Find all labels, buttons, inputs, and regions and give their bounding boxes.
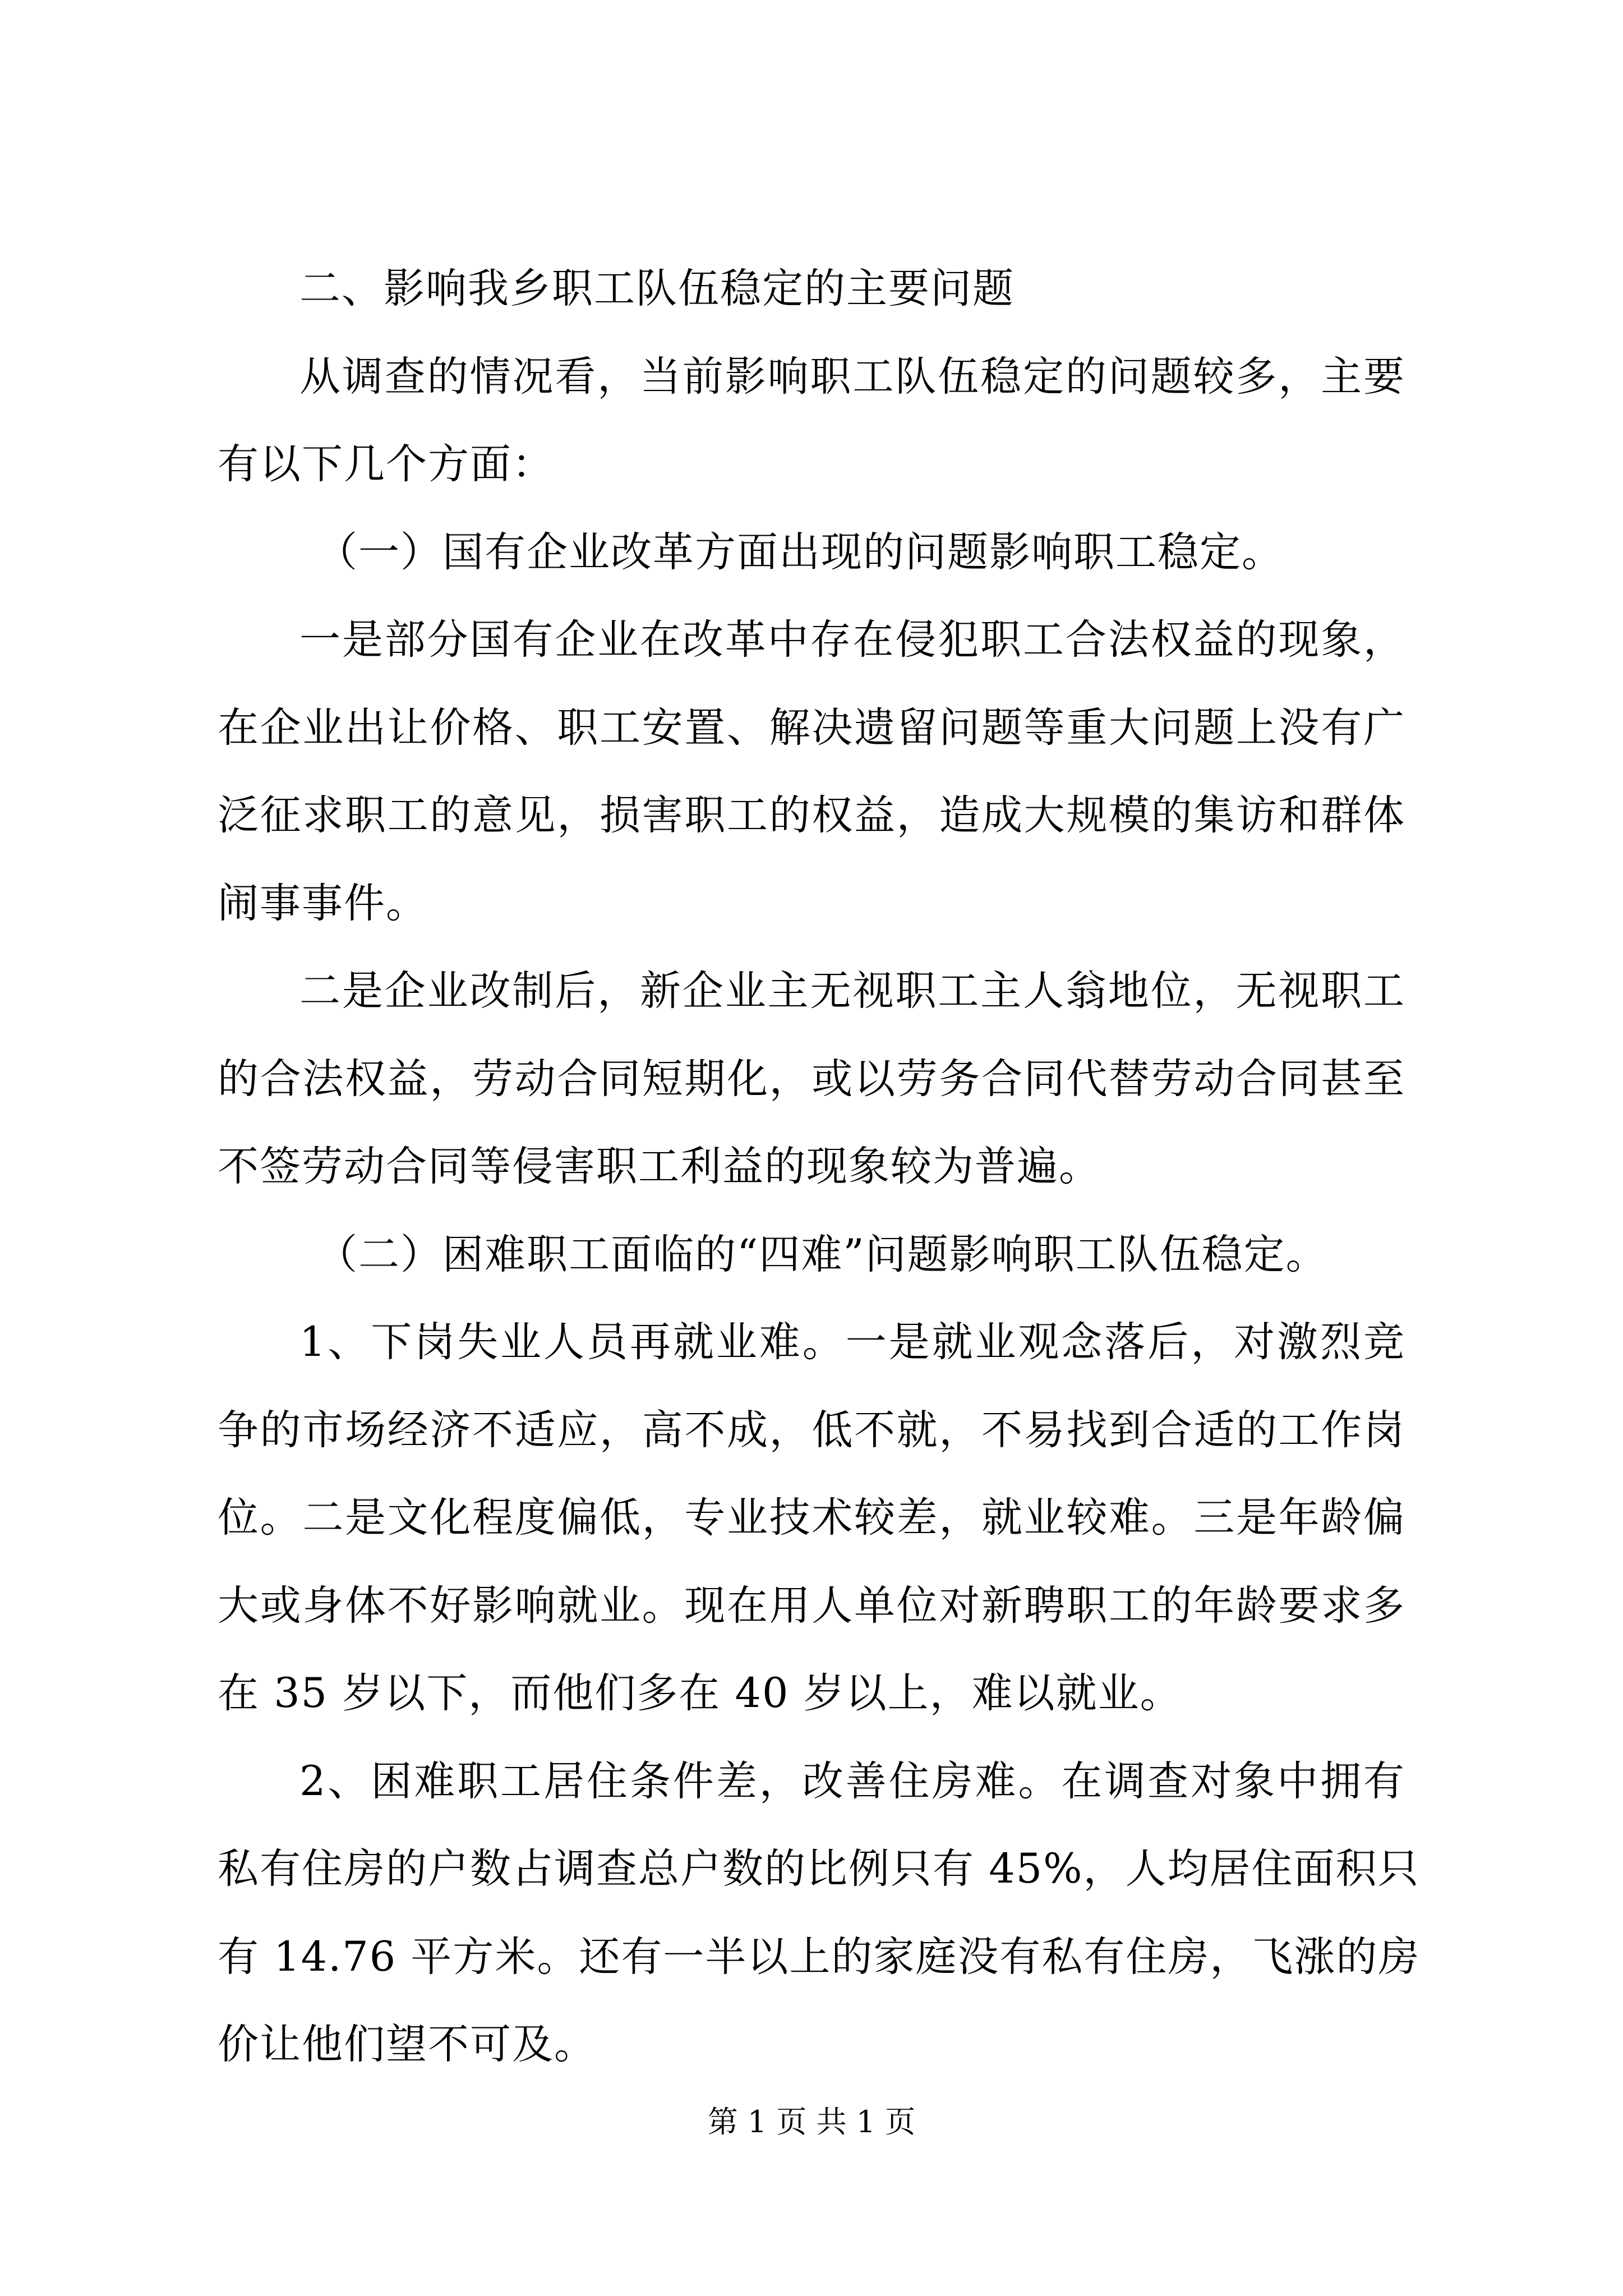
- section-heading: 二、影响我乡职工队伍稳定的主要问题: [299, 265, 1015, 312]
- paragraph-line: 一是部分国有企业在改革中存在侵犯职工合法权益的现象，: [299, 616, 1405, 664]
- paragraph-line: 二是企业改制后，新企业主无视职工主人翁地位，无视职工: [299, 967, 1405, 1015]
- paragraph-line: 2、困难职工居住条件差，改善住房难。在调查对象中拥有: [299, 1757, 1405, 1805]
- paragraph-line: 在 35 岁以下，而他们多在 40 岁以上，难以就业。: [218, 1669, 1182, 1717]
- subsection-heading: （二）困难职工面临的“四难”问题影响职工队伍稳定。: [316, 1231, 1328, 1278]
- subsection-heading: （一）国有企业改革方面出现的问题影响职工稳定。: [316, 528, 1284, 576]
- paragraph-line: 的合法权益，劳动合同短期化，或以劳务合同代替劳动合同甚至: [218, 1055, 1405, 1103]
- page-footer: 第 1 页 共 1 页: [707, 2104, 916, 2139]
- paragraph-line: 有以下几个方面：: [218, 440, 554, 488]
- paragraph-line: 私有住房的户数占调查总户数的比例只有 45%，人均居住面积只: [218, 1845, 1420, 1893]
- paragraph-line: 价让他们望不可及。: [218, 2021, 596, 2068]
- paragraph-line: 从调查的情况看，当前影响职工队伍稳定的问题较多，主要: [299, 353, 1405, 401]
- paragraph-line: 有 14.76 平方米。还有一半以上的家庭没有私有住房，飞涨的房: [218, 1933, 1421, 1981]
- paragraph-line: 不签劳动合同等侵害职工利益的现象较为普遍。: [218, 1143, 1101, 1190]
- paragraph-line: 位。二是文化程度偏低，专业技术较差，就业较难。三是年龄偏: [218, 1494, 1405, 1542]
- paragraph-line: 1、下岗失业人员再就业难。一是就业观念落后，对激烈竞: [299, 1318, 1405, 1366]
- paragraph-line: 在企业出让价格、职工安置、解决遗留问题等重大问题上没有广: [218, 704, 1405, 752]
- paragraph-line: 争的市场经济不适应，高不成，低不就，不易找到合适的工作岗: [218, 1406, 1405, 1454]
- paragraph-line: 大或身体不好影响就业。现在用人单位对新聘职工的年龄要求多: [218, 1582, 1405, 1630]
- paragraph-line: 闹事事件。: [218, 880, 428, 927]
- paragraph-line: 泛征求职工的意见，损害职工的权益，造成大规模的集访和群体: [218, 792, 1405, 839]
